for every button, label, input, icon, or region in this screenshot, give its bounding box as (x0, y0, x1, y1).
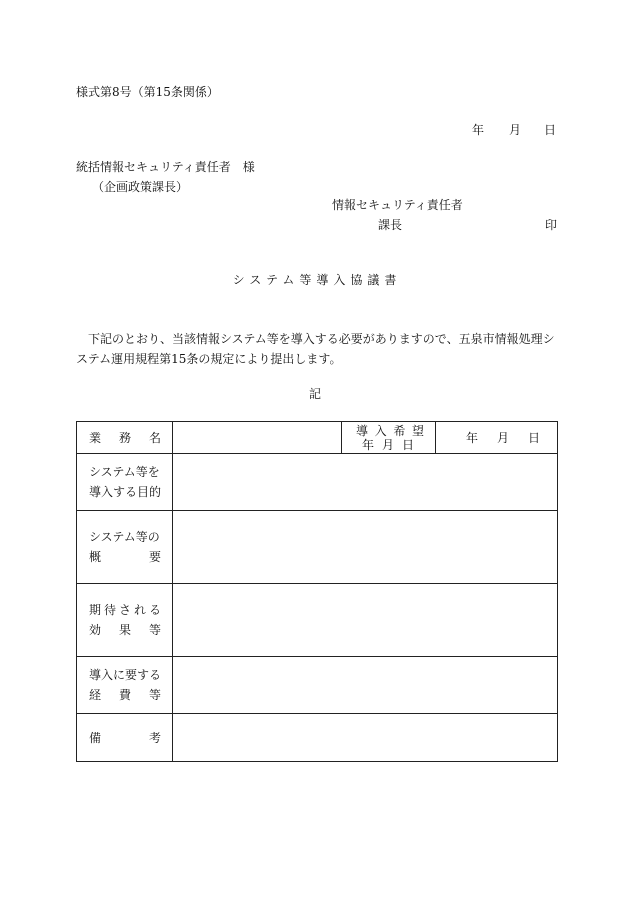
cost-field[interactable] (173, 657, 558, 714)
effect-char-3: さ (118, 603, 131, 617)
effect-field[interactable] (173, 584, 558, 657)
seal-mark: 印 (545, 218, 558, 232)
business-name-char-1: 業 (89, 430, 102, 445)
remarks-char-2: 考 (148, 730, 161, 745)
purpose-line-1: システム等を (89, 465, 160, 479)
recipient-subtitle: （企画政策課長） (92, 180, 189, 194)
wish-date-label (342, 422, 436, 454)
row-purpose (77, 454, 558, 511)
document-title: システム等導入協議書 (232, 273, 402, 287)
remarks-char-1: 備 (89, 730, 102, 745)
effect-char-2: 待 (103, 603, 116, 617)
form-table (76, 421, 558, 762)
overview-char-2: 要 (148, 550, 161, 564)
form-number: 様式第8号（第15条関係） (76, 85, 219, 99)
remarks-label (77, 714, 173, 762)
cost-label (77, 657, 173, 714)
wish-char-3: 希 (393, 423, 406, 438)
overview-char-1: 概 (89, 550, 102, 564)
business-name-char-2: 務 (118, 430, 131, 445)
wish-char-2: 入 (374, 423, 387, 438)
wish-char-4: 望 (411, 423, 424, 438)
effect-char-1: 期 (89, 603, 102, 617)
business-name-field[interactable] (173, 422, 342, 454)
wish-date-month: 月 (496, 431, 509, 445)
wish-char-1: 導 (356, 423, 369, 438)
effect-char-6: 効 (89, 623, 102, 637)
overview-field[interactable] (173, 511, 558, 584)
business-name-label (77, 422, 173, 454)
date-day-label: 日 (544, 123, 557, 137)
effect-char-5: る (148, 603, 161, 617)
business-name-char-3: 名 (148, 430, 161, 445)
recipient-title: 統括情報セキュリティ責任者 様 (76, 160, 255, 174)
row-effect (77, 584, 558, 657)
wish-date-field[interactable] (436, 422, 558, 454)
cost-char-3: 等 (148, 688, 161, 702)
overview-line-1: システム等の (89, 530, 160, 544)
overview-label (77, 511, 173, 584)
body-text: 下記のとおり、当該情報システム等を導入する必要がありますので、五泉市情報処理システム運用規程第15条の規定により提出します。 (76, 332, 555, 366)
row-cost (77, 657, 558, 714)
purpose-label (77, 454, 173, 511)
effect-char-7: 果 (118, 623, 131, 637)
wish-date-year: 年 (466, 431, 479, 445)
date-year-label: 年 (472, 123, 485, 137)
cost-char-1: 経 (89, 688, 102, 702)
wish-month-char: 月 (381, 437, 394, 452)
wish-year-char: 年 (362, 437, 375, 452)
wish-date-day: 日 (527, 431, 540, 445)
row-business-name (77, 422, 558, 454)
sender-role: 課長 (378, 218, 403, 232)
ki-marker: 記 (308, 387, 321, 401)
wish-day-char: 日 (401, 437, 414, 452)
cost-char-2: 費 (118, 688, 131, 702)
purpose-field[interactable] (173, 454, 558, 511)
effect-char-8: 等 (148, 623, 161, 637)
row-remarks (77, 714, 558, 762)
remarks-field[interactable] (173, 714, 558, 762)
cost-line-1: 導入に要する (89, 668, 162, 682)
effect-label (77, 584, 173, 657)
row-overview (77, 511, 558, 584)
effect-char-4: れ (133, 603, 146, 617)
purpose-line-2: 導入する目的 (89, 485, 162, 499)
sender-title: 情報セキュリティ責任者 (332, 198, 463, 212)
date-month-label: 月 (509, 123, 522, 137)
